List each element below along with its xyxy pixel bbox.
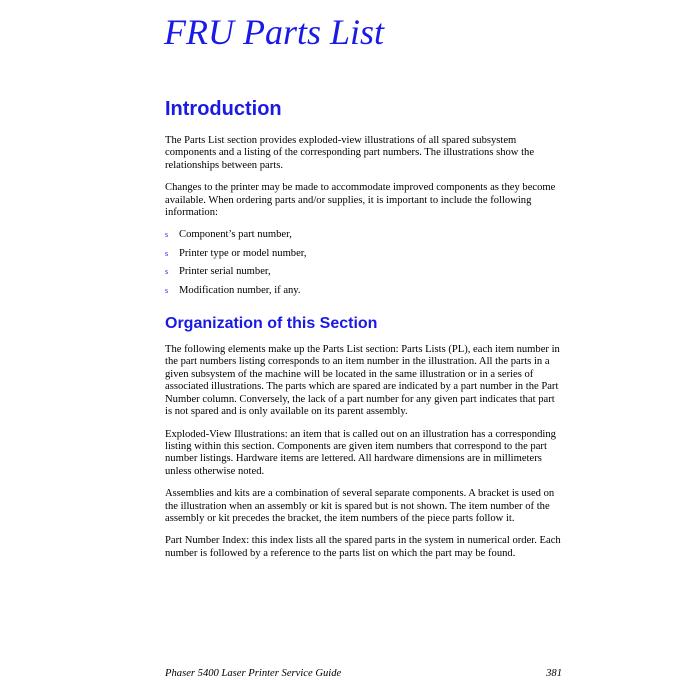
- footer-guide-title: Phaser 5400 Laser Printer Service Guide: [165, 668, 342, 679]
- footer-page-number: 381: [546, 668, 562, 679]
- organization-paragraph: Part Number Index: this index lists all the spared parts in the system in numerical order. Each number is followed by a reference to the parts list on which the part may be found.: [165, 535, 561, 559]
- list-item: [165, 229, 561, 241]
- list-item-text: Component’s part number,: [179, 229, 292, 241]
- required-info-list: [165, 229, 561, 297]
- organization-heading: Organization of this Section: [165, 315, 378, 333]
- intro-paragraph: Changes to the printer may be made to accommodate improved components as they become available. When ordering parts and/or supplies, it is important to include the following information:: [165, 182, 556, 219]
- bullet-icon: s: [165, 230, 169, 240]
- organization-paragraph: Exploded-View Illustrations: an item that is called out on an illustration has a corresponding listing within this section. Components are given item numbers that correspond to the part number listings. Hardware items are lettered. All hardware dimensions are in millimeters unless otherwise noted.: [165, 428, 556, 477]
- bullet-icon: s: [165, 248, 169, 258]
- list-item: [165, 285, 561, 297]
- list-item-text: Modification number, if any.: [179, 284, 301, 296]
- list-item: [165, 248, 561, 260]
- intro-paragraph: The Parts List section provides exploded-view illustrations of all spared subsystem components and a listing of the corresponding part numbers. The illustrations show the relationships between parts.: [165, 135, 535, 171]
- list-item-text: Printer type or model number,: [179, 247, 307, 259]
- chapter-title: FRU Parts List: [164, 12, 385, 52]
- bullet-icon: s: [165, 285, 169, 295]
- introduction-heading: Introduction: [165, 98, 282, 120]
- organization-paragraph: Assemblies and kits are a combination of several separate components. A bracket is used on the illustration when an assembly or kit is spared but is not shown. The item number of the assembly or kit precedes the bracket, the item numbers of the piece parts follow it.: [165, 488, 555, 524]
- page-content: [165, 96, 561, 570]
- list-item-text: Printer serial number,: [179, 266, 271, 278]
- list-item: [165, 266, 561, 278]
- organization-paragraph: The following elements make up the Parts List section: Parts Lists (PL), each item number in the part numbers listing corresponds to an item number in the illustration. All the parts in a given subsystem of the machine will be located in the same illustration or in a series of associated illustrations. The parts which are spared are indicated by a part number in the Part Number column. Conversely, the lack of a part number for any given part indicates that part is not spared and is only available on its parent assembly.: [165, 344, 560, 418]
- bullet-icon: s: [165, 267, 169, 277]
